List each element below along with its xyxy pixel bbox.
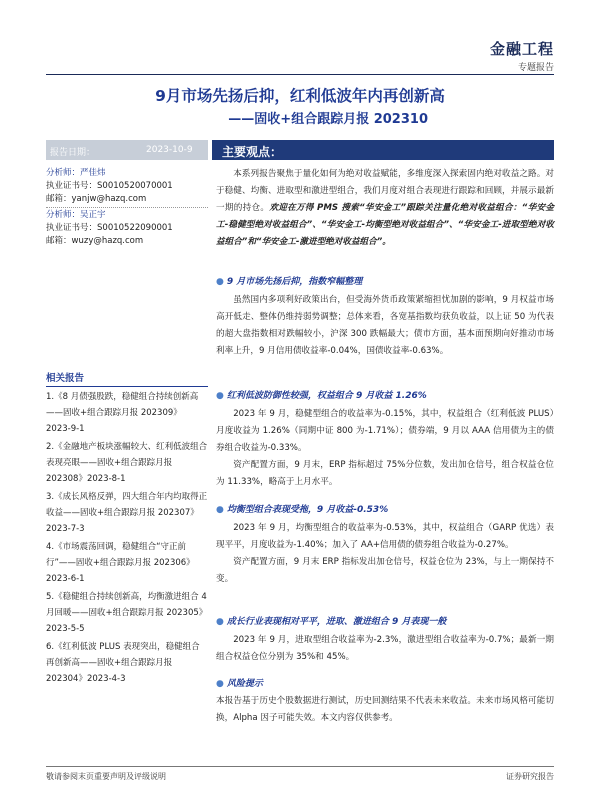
- section-body-risk: [216, 693, 554, 727]
- bullet-icon: ●: [216, 617, 224, 627]
- report-category: 金融工程: [489, 40, 554, 58]
- bullet-icon: ●: [216, 505, 224, 515]
- intro-text: 本系列报告聚焦于量化如何为绝对收益赋能，多维度深入探索固内绝对收益之路。对于稳健、均衡、进取型和激进型组合，我们月度对组合表现进行跟踪和回顾，并展示最新一期的持仓。: [216, 169, 554, 213]
- cert-number: S0010522090001: [97, 223, 173, 233]
- intro-paragraph: [216, 166, 554, 251]
- footer-label: 证券研究报告: [506, 772, 554, 781]
- section-heading-growth: ● 成长行业表现相对平平，进取、激进组合 9 月表现一般: [216, 617, 447, 627]
- bullet-icon: ●: [216, 679, 224, 689]
- paragraph: 本报告基于历史个股数据进行测试，历史回测结果不代表未来收益。未来市场风格可能切换，Alpha 因子可能失效。本文内容仅供参考。: [216, 696, 554, 723]
- related-report-item[interactable]: 6.《红利低波 PLUS 表现突出，稳健组合再创新高——固收+组合跟踪月报 202304》2023-4-3: [46, 642, 200, 684]
- key-points-header: [212, 140, 554, 160]
- related-reports-list: [46, 389, 208, 689]
- section-body-stable: [216, 406, 554, 491]
- related-report-item[interactable]: 2.《金融地产板块涨幅较大、红利低波组合表现亮眼——固收+组合跟踪月报 202308》2023-8-1: [46, 442, 208, 484]
- related-report-item[interactable]: 4.《市场震荡回调，稳健组合“守正前行”——固收+组合跟踪月报 202306》2023-6-1: [46, 542, 195, 584]
- cert-label: 执业证书号：: [46, 223, 98, 233]
- email-label: 邮箱：: [46, 194, 72, 204]
- analyst-name: 严佳炜: [80, 168, 106, 178]
- footer-disclaimer: 敬请参阅末页重要声明及评级说明: [46, 772, 166, 781]
- bullet-icon: ●: [216, 277, 224, 287]
- report-subtitle: ——固收+组合跟踪月报 202310: [228, 112, 428, 127]
- report-date-label: 报告日期：: [50, 148, 96, 158]
- analyst-block-1: [46, 167, 208, 206]
- related-report-item[interactable]: 3.《成长风格反弹，四大组合年内均取得正收益——固收+组合跟踪月报 202307》2023-7-3: [46, 492, 208, 534]
- section-body-market: [216, 292, 554, 360]
- footer-divider: [46, 766, 554, 767]
- related-report-item[interactable]: 1.《8 月债强股跌，稳健组合持续创新高——固收+组合跟踪月报 202309》 2023-9-1: [46, 392, 199, 434]
- cert-number: S0010520070001: [97, 181, 173, 191]
- intro-emphasis: 欢迎在万得 PMS 搜索“华安金工”跟踪关注量化绝对收益组合：“华安金工-稳健型绝对收益组合”、“华安金工-均衡型绝对收益组合”、“华安金工-进取型绝对收益组合”和“华安金工-激进型绝对收益组合”。: [216, 203, 554, 247]
- related-report-item[interactable]: 5.《稳健组合持续创新高，均衡激进组合 4 月回暖——固收+组合跟踪月报 202305》2023-5-5: [46, 592, 208, 634]
- paragraph: 2023 年 9 月，进取型组合收益率为-2.3%，激进型组合收益率为-0.7%；最新一期组合权益仓位分别为 35%和 45%。: [216, 635, 554, 662]
- analyst-role: 分析师：: [46, 210, 81, 220]
- report-type: 专题报告: [517, 63, 554, 73]
- paragraph: 2023 年 9 月，稳健型组合的收益率为-0.15%，其中，权益组合（红利低波 PLUS）月度收益为 1.26%（同期中证 800 为-1.71%）；债券端，9 月以 AAA 信用债为主的债券组合收益为-0.33%。: [216, 409, 554, 453]
- section-body-growth: [216, 632, 554, 666]
- section-heading-stable: ● 红利低波防御性较强，权益组合 9 月收益 1.26%: [216, 391, 427, 401]
- paragraph: 资产配置方面，9 月末 ERP 指标发出加仓信号，权益仓位为 23%，与上一期保持不变。: [216, 557, 554, 584]
- email-label: 邮箱：: [46, 236, 72, 246]
- related-reports-title: 相关报告: [46, 370, 208, 387]
- analyst-separator: [46, 207, 208, 208]
- analyst-block-2: [46, 209, 208, 248]
- paragraph: 虽然国内多项利好政策出台，但受海外货币政策紧缩担忧加剧的影响，9 月权益市场高开低走、整体仍维持弱势调整；总体来看，各宽基指数均获负收益，以上证 50 为代表的超大盘指数相对跌幅较小，沪深 300 跌幅最大；债市方面，基本面预期向好推动市场利率上升，9 月信用债收益率-0.04%，国债收益率-0.63%。: [216, 295, 554, 356]
- section-heading-balanced: ● 均衡型组合表现受拖，9 月收益-0.53%: [216, 505, 389, 515]
- analyst-email[interactable]: yanjw@hazq.com: [71, 194, 147, 204]
- report-date-bar: [46, 140, 208, 160]
- paragraph: 资产配置方面，9 月末，ERP 指标超过 75%分位数，发出加仓信号，组合权益仓位为 11.33%，略高于上月水平。: [216, 460, 554, 487]
- section-body-balanced: [216, 520, 554, 588]
- header-divider: [46, 74, 554, 75]
- report-title: 9月市场先扬后抑，红利低波年内再创新高: [155, 87, 445, 105]
- bullet-icon: ●: [216, 391, 224, 401]
- cert-label: 执业证书号：: [46, 181, 98, 191]
- key-points-title: 主要观点：: [222, 145, 283, 159]
- analyst-role: 分析师：: [46, 168, 81, 178]
- section-heading-market: ● 9 月市场先扬后抑，指数窄幅整理: [216, 277, 363, 287]
- analyst-email[interactable]: wuzy@hazq.com: [71, 236, 144, 246]
- analyst-name: 吴正宇: [80, 210, 106, 220]
- report-date: 2023-10-9: [146, 145, 193, 155]
- paragraph: 2023 年 9 月，均衡型组合的收益率为-0.53%，其中，权益组合（GARP 优选）表现平平，月度收益为-1.40%；加入了 AA+信用债的债券组合收益为-0.27%。: [216, 523, 554, 550]
- section-heading-risk: ● 风险提示: [216, 679, 263, 689]
